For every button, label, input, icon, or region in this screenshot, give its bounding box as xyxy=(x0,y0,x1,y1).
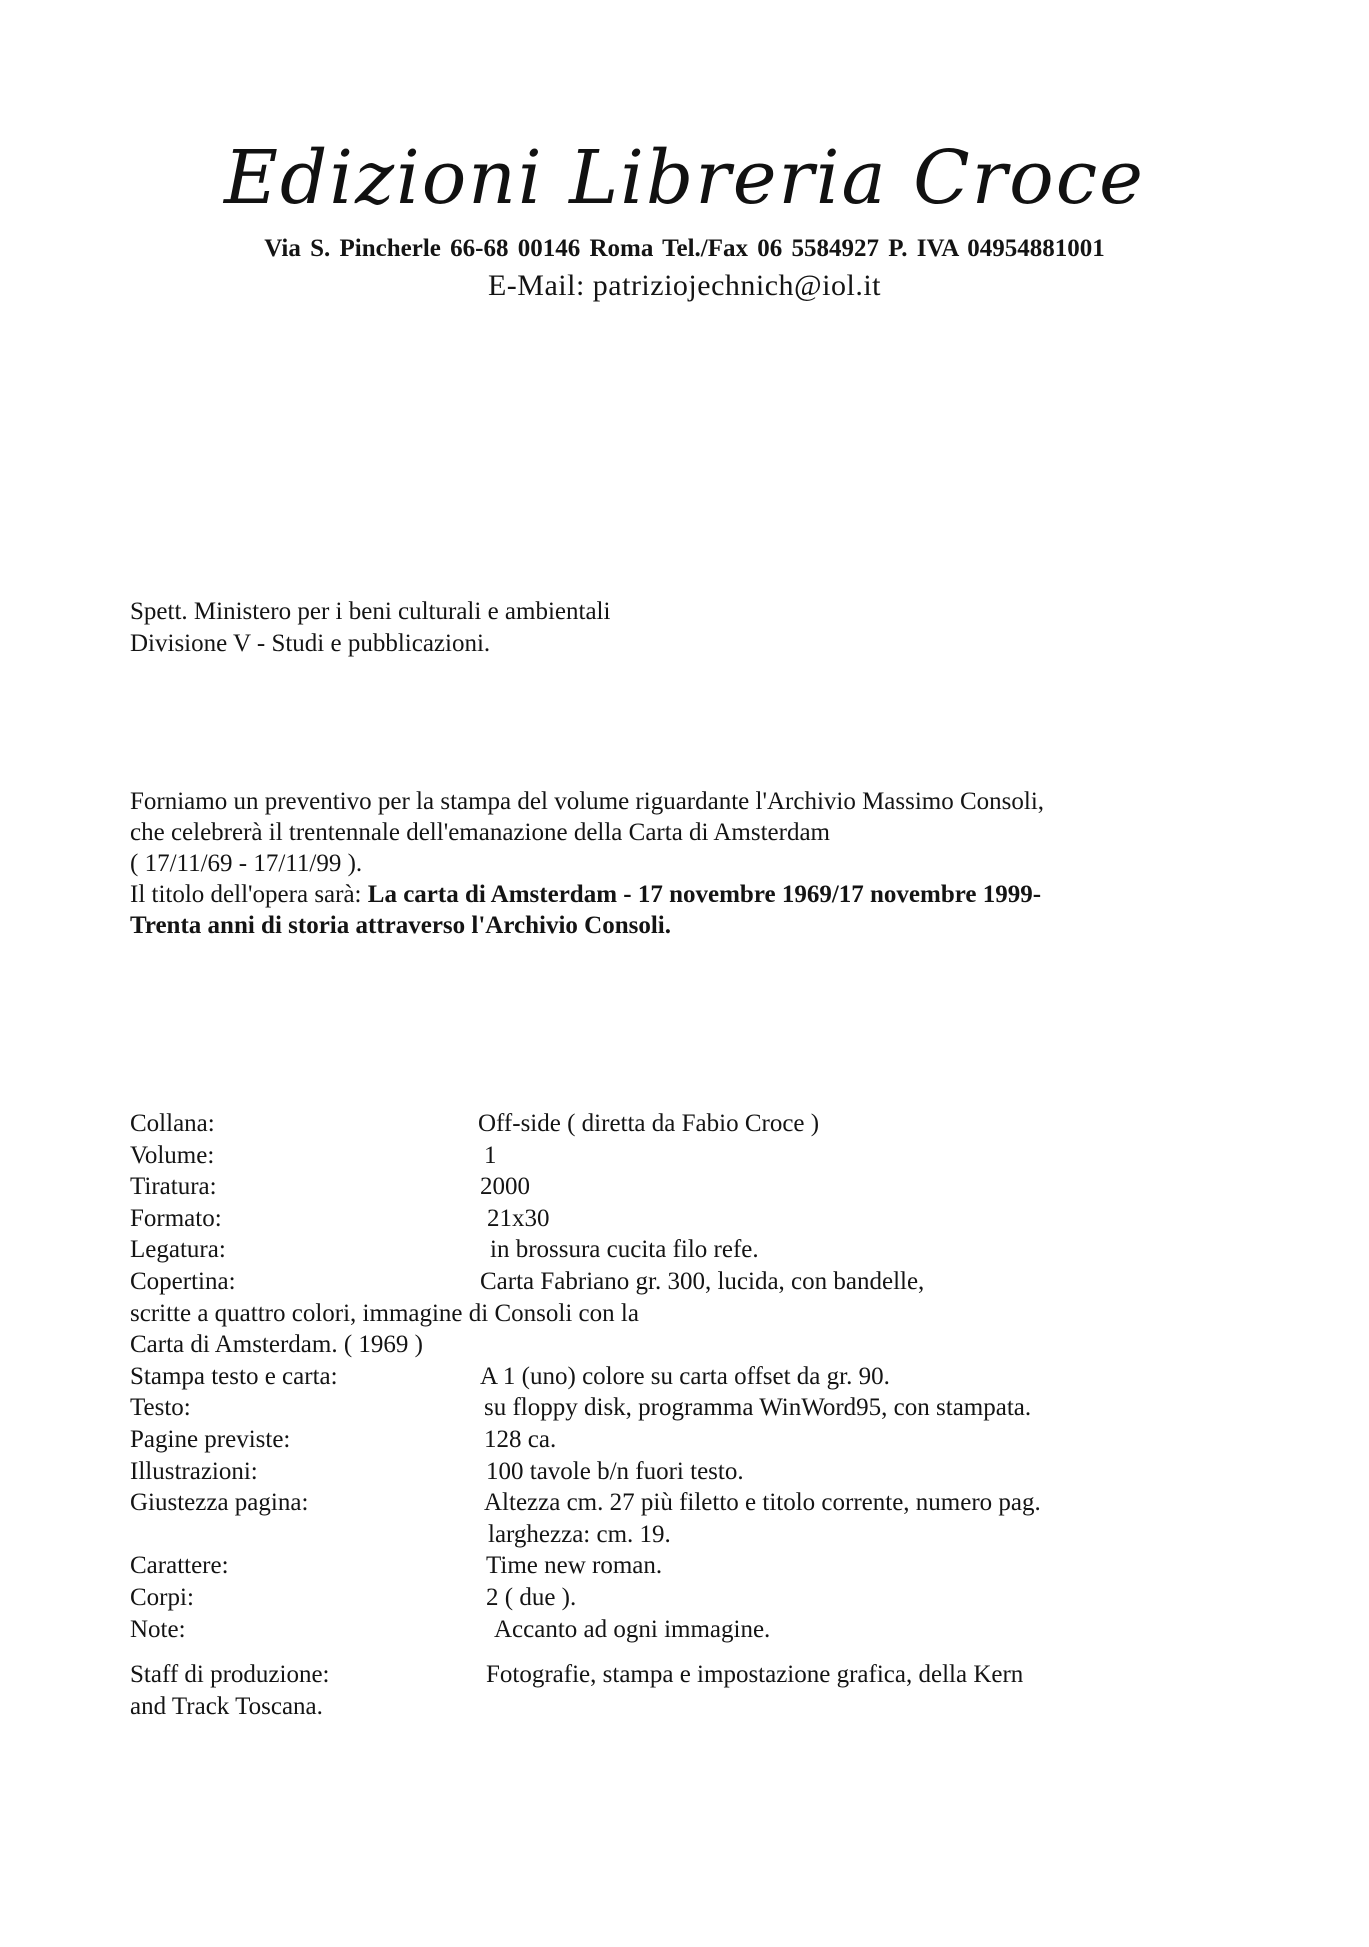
spec-label: Legatura: xyxy=(130,1236,226,1264)
spec-value: 1 xyxy=(484,1141,497,1169)
spec-value: 2000 xyxy=(480,1173,530,1201)
spec-value: Carta Fabriano gr. 300, lucida, con bandelle, xyxy=(480,1267,925,1295)
spec-label: Corpi: xyxy=(130,1583,194,1611)
spec-row-note xyxy=(130,1614,1270,1646)
spec-label: Carattere: xyxy=(130,1552,229,1580)
spec-row-testo xyxy=(130,1392,1270,1424)
spec-continuation: scritte a quattro colori, immagine di Consoli con la xyxy=(130,1299,639,1327)
addressee-line: Divisione V - Studi e pubblicazioni. xyxy=(130,630,491,657)
spec-row-pagine xyxy=(130,1424,1270,1456)
specs-table xyxy=(130,1108,1270,1722)
spec-value: 21x30 xyxy=(487,1204,550,1232)
spec-row-corpi xyxy=(130,1582,1270,1614)
spec-label: Tiratura: xyxy=(130,1173,217,1201)
spec-label: Copertina: xyxy=(130,1267,236,1295)
spec-value: in brossura cucita filo refe. xyxy=(490,1236,759,1264)
spec-label: Formato: xyxy=(130,1204,222,1232)
spec-value: 100 tavole b/n fuori testo. xyxy=(486,1457,744,1485)
addressee-line: Spett. Ministero per i beni culturali e ambientali xyxy=(130,598,611,625)
spec-label: Collana: xyxy=(130,1110,215,1137)
letterhead xyxy=(0,128,1369,304)
spec-row-collana xyxy=(130,1108,1270,1140)
spec-row-tiratura xyxy=(130,1171,1270,1203)
spec-label: Volume: xyxy=(130,1141,215,1169)
spec-value: Altezza cm. 27 più filetto e titolo corrente, numero pag. xyxy=(484,1489,1041,1517)
addressee-block xyxy=(130,596,610,660)
publisher-address: Via S. Pincherle 66-68 00146 Roma Tel./Fax 06 5584927 P. IVA 04954881001 xyxy=(264,235,1105,262)
publisher-email: E-Mail: patriziojechnich@iol.it xyxy=(487,269,882,302)
spec-label: Testo: xyxy=(130,1394,191,1422)
spec-row-copertina xyxy=(130,1266,1270,1298)
spec-row-carattere xyxy=(130,1550,1270,1582)
spec-label: Giustezza pagina: xyxy=(130,1489,309,1517)
work-title: La carta di Amsterdam - 17 novembre 1969/17 novembre 1999- xyxy=(367,881,1042,908)
publisher-logo: Edizioni Libreria Croce xyxy=(224,135,1145,221)
spec-value: 128 ca. xyxy=(484,1425,557,1453)
spec-continuation: Carta di Amsterdam. ( 1969 ) xyxy=(130,1331,423,1359)
spec-row-formato xyxy=(130,1203,1270,1235)
spec-label: Note: xyxy=(130,1615,186,1643)
work-title-line xyxy=(130,879,1240,910)
spec-label: Illustrazioni: xyxy=(130,1457,258,1485)
work-subtitle-line xyxy=(130,910,1240,941)
spec-value: Accanto ad ogni immagine. xyxy=(494,1615,771,1643)
spec-row-legatura xyxy=(130,1234,1270,1266)
title-intro: Il titolo dell'opera sarà: xyxy=(130,881,368,908)
spec-row-stampa xyxy=(130,1361,1270,1393)
letter-body xyxy=(130,786,1240,941)
body-line: Forniamo un preventivo per la stampa del volume riguardante l'Archivio Massimo Consoli, xyxy=(130,788,1045,815)
spec-value: su floppy disk, programma WinWord95, con stampata. xyxy=(484,1394,1032,1422)
spec-label: Pagine previste: xyxy=(130,1425,291,1453)
spec-value: Time new roman. xyxy=(486,1552,663,1580)
spec-row-staff xyxy=(130,1659,1270,1691)
spec-row-volume xyxy=(130,1140,1270,1172)
spec-label: Staff di produzione: xyxy=(130,1661,330,1689)
work-subtitle: Trenta anni di storia attraverso l'Archivio Consoli. xyxy=(130,912,671,939)
spec-label: Stampa testo e carta: xyxy=(130,1362,338,1390)
spec-value: Off-side ( diretta da Fabio Croce ) xyxy=(478,1110,820,1137)
body-line: che celebrerà il trentennale dell'emanazione della Carta di Amsterdam xyxy=(130,819,830,846)
spec-continuation: and Track Toscana. xyxy=(130,1692,323,1720)
spec-value: Fotografie, stampa e impostazione grafica, della Kern xyxy=(486,1661,1024,1689)
spacer xyxy=(130,1645,1270,1659)
spec-row-giustezza xyxy=(130,1487,1270,1519)
spec-row-giustezza-cont xyxy=(130,1519,1270,1551)
spec-row-illustrazioni xyxy=(130,1456,1270,1488)
spec-value: 2 ( due ). xyxy=(486,1583,577,1611)
body-line: ( 17/11/69 - 17/11/99 ). xyxy=(130,850,363,877)
spec-value: A 1 (uno) colore su carta offset da gr. 90. xyxy=(480,1362,890,1390)
spec-value: larghezza: cm. 19. xyxy=(488,1520,671,1548)
